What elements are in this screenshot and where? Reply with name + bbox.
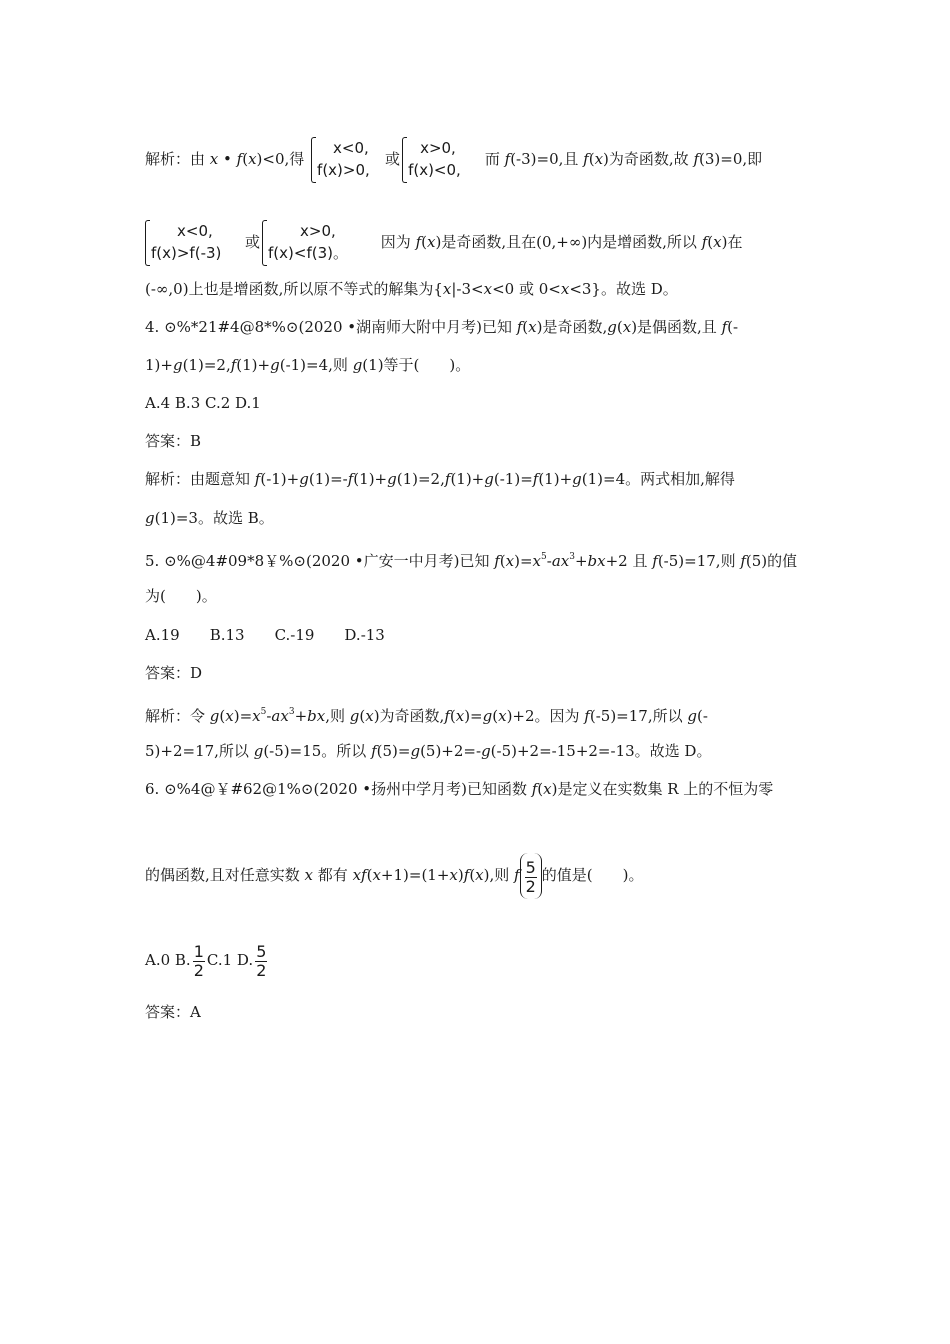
question-4-line-1: 4. ⊙%*21#4@8*%⊙(2020 •湖南师大附中月考)已知 f(x)是奇函数,g(x)是偶函数,且 f(- [145,318,739,336]
question-4-explanation-2: g(1)=3。故选 B。 [145,509,274,527]
fraction-five-halves: $\frac{5}{2}$ [525,857,536,896]
explanation-line-1: 解析：由 x • f(x)<0,得 x<0, f(x)>0, 或 x>0, f(x)<0, 而 f(-3)=0,且 f(x)为奇函数,故 f(3)=0,即 [145,137,762,183]
inequality-system-a: x<0, f(x)>0, [311,137,383,183]
question-6-line-2: 的偶函数,且对任意实数 x 都有 xf(x+1)=(1+x)f(x),则 f $\frac{5}{2}$ 的值是( )。 [145,853,644,899]
question-4-answer: 答案：B [145,432,202,450]
question-6-options: A.0 B. $\frac{1}{2}$ C.1 D. $\frac{5}{2}$ [145,941,267,980]
question-6-answer: 答案：A [145,1003,201,1021]
question-4-explanation-1: 解析：由题意知 f(-1)+g(1)=-f(1)+g(1)=2,f(1)+g(-1)=f(1)+g(1)=4。两式相加,解得 [145,470,735,488]
explanation-line-2: x<0, f(x)>f(-3) 或 x>0, f(x)<f(3)。 因为 f(x)是奇函数,且在(0,+∞)内是增函数,所以 f(x)在 [145,220,742,266]
fraction-parentheses [520,853,542,899]
question-4-options: A.4 B.3 C.2 D.1 [145,394,261,412]
inequality-system-d: x>0, f(x)<f(3)。 [262,220,374,266]
question-5-line-2: 为( )。 [145,587,217,605]
question-5-explanation-1: 解析：令 $g(x)=x^5-ax^3+bx$,则 g(x)为奇函数,f(x)=g(x)+2。因为 f(-5)=17,所以 g(- [145,707,708,725]
question-5-answer: 答案：D [145,664,203,682]
option-b-fraction: $\frac{1}{2}$ [193,941,204,980]
question-6-line-1: 6. ⊙%4@￥#62@1%⊙(2020 •扬州中学月考)已知函数 f(x)是定义在实数集 R 上的不恒为零 [145,780,774,798]
question-5-line-1: 5. ⊙%@4#09*8￥%⊙(2020 •广安一中月考)已知 $f(x)=x^5-ax^3+bx+2$ 且 f(-5)=17,则 f(5)的值 [145,552,798,570]
question-5-explanation-2: 5)+2=17,所以 g(-5)=15。所以 f(5)=g(5)+2=-g(-5)+2=-15+2=-13。故选 D。 [145,742,712,760]
question-5-options: A.19 B.13 C.-19 D.-13 [145,626,385,644]
inequality-system-c: x<0, f(x)>f(-3) [145,220,243,266]
explanation-line-3: (-∞,0)上也是增函数,所以原不等式的解集为{x|-3<x<0 或 0<x<3}。故选 D。 [145,280,678,298]
inequality-system-b: x>0, f(x)<0, [402,137,478,183]
option-d-fraction: $\frac{5}{2}$ [256,941,267,980]
question-4-line-2: 1)+g(1)=2,f(1)+g(-1)=4,则 g(1)等于( )。 [145,356,471,374]
